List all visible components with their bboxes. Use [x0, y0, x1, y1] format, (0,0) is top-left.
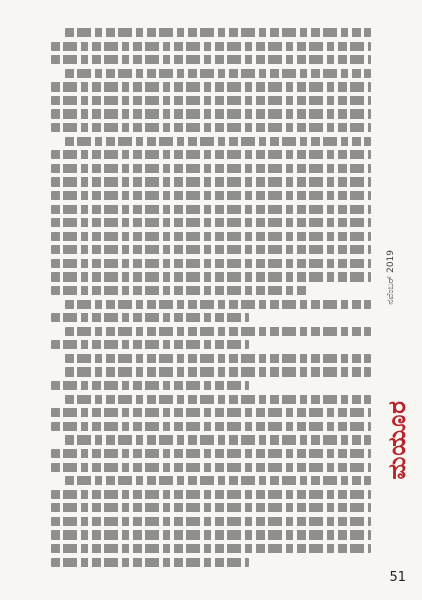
text-line	[51, 530, 371, 539]
text-line	[65, 354, 371, 363]
text-line	[51, 245, 371, 254]
text-line	[51, 313, 249, 322]
text-line	[65, 395, 371, 404]
text-line	[65, 300, 371, 309]
side-strip	[380, 0, 411, 600]
text-line	[51, 544, 371, 553]
text-line	[51, 123, 371, 132]
text-line	[51, 449, 371, 458]
text-line	[51, 503, 371, 512]
text-line	[65, 137, 371, 146]
text-line	[51, 259, 371, 268]
text-line	[65, 28, 371, 37]
text-line	[51, 490, 371, 499]
text-line	[51, 286, 307, 295]
text-line	[51, 463, 371, 472]
text-line	[51, 232, 371, 241]
article-body	[51, 28, 371, 571]
text-line	[51, 55, 371, 64]
text-line	[51, 82, 371, 91]
text-line	[65, 69, 371, 78]
text-line	[65, 327, 371, 336]
text-line	[65, 367, 371, 376]
text-line	[51, 517, 371, 526]
text-line	[65, 476, 371, 485]
text-line	[51, 42, 371, 51]
text-line	[51, 558, 249, 567]
text-line	[51, 272, 371, 281]
text-line	[51, 205, 371, 214]
text-line	[51, 96, 371, 105]
issue-date: ನವೆಂಬರ್ 2019	[386, 250, 396, 305]
text-line	[51, 177, 371, 186]
page-number: 51	[389, 570, 406, 585]
text-line	[51, 150, 371, 159]
magazine-logo: ಮಯೂರ	[382, 400, 411, 480]
text-line	[51, 422, 371, 431]
text-line	[65, 435, 371, 444]
text-line	[51, 191, 371, 200]
text-line	[51, 340, 249, 349]
text-line	[51, 408, 371, 417]
text-line	[51, 109, 371, 118]
text-line	[51, 218, 371, 227]
text-line	[51, 164, 371, 173]
text-line	[51, 381, 249, 390]
